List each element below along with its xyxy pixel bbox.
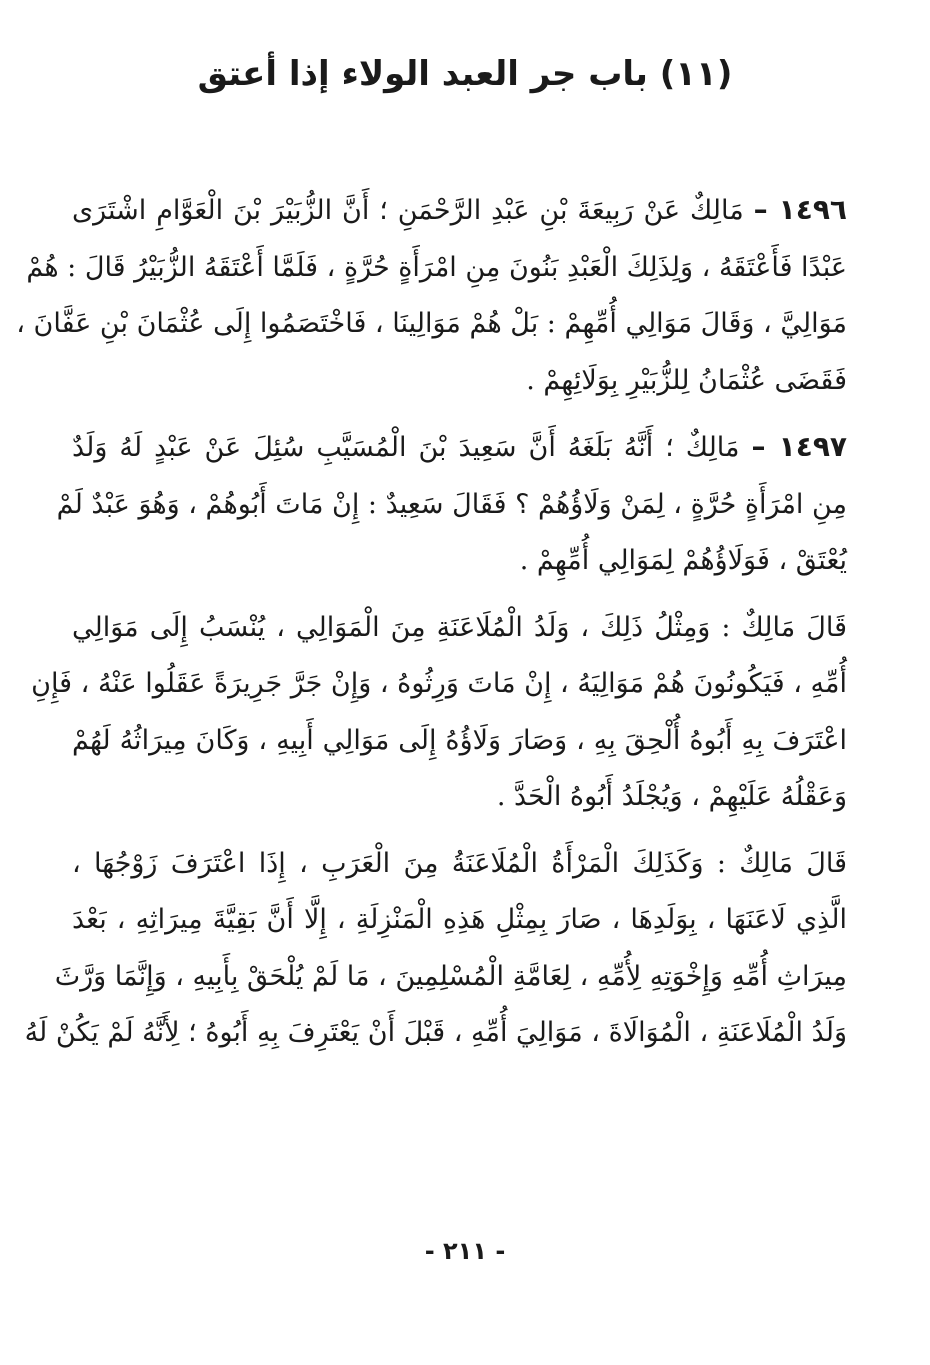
page-number: - ٢١١ - bbox=[424, 1237, 506, 1265]
text-line bbox=[72, 419, 847, 477]
line-text: مَالِكٌ ؛ أَنَّهُ بَلَغَهُ أَنَّ سَعِيدَ بْنَ الْمُسَيَّبِ سُئِلَ عَنْ عَبْدٍ لَهُ وَلَدٌ bbox=[72, 432, 740, 463]
hadith-paragraph bbox=[16, 182, 847, 409]
text-line: وَلَدُ الْمُلَاعَنَةِ ، الْمُوَالَاةَ ، مَوَالِيَ أُمِّهِ ، قَبْلَ أَنْ يَعْتَرِفَ بِهِ أَبُوهُ ؛ لِأَنَّهُ لَمْ يَكُنْ لَهُ bbox=[24, 1017, 847, 1048]
hadith-number: ١٤٩٦ – bbox=[753, 193, 847, 226]
text-line bbox=[72, 182, 847, 240]
line-text: مَالِكٌ عَنْ رَبِيعَةَ بْنِ عَبْدِ الرَّحْمَنِ ؛ أَنَّ الزُّبَيْرَ بْنَ الْعَوَّامِ اشْتَرَى bbox=[72, 195, 744, 226]
text-line: أُمِّهِ ، فَيَكُونُونَ هُمْ مَوَالِيَهُ ، إِنْ مَاتَ وَرِثُوهُ ، وَإِنْ جَرَّ جَرِيرَةً عَقَلُوا عَنْهُ ، فَإِنِ bbox=[31, 668, 847, 699]
hadith-paragraph bbox=[56, 419, 847, 590]
commentary-paragraph bbox=[31, 600, 847, 826]
text-line: اعْتَرَفَ بِهِ أَبُوهُ أُلْحِقَ بِهِ ، وَصَارَ وَلَاؤُهُ إِلَى مَوَالِي أَبِيهِ ، وَكَانَ مِيرَاثُهُ لَهُمْ bbox=[72, 724, 847, 756]
text-line: فَقَضَى عُثْمَانُ لِلزُّبَيْرِ بِوَلَائِهِمْ . bbox=[526, 364, 847, 396]
chapter-title: (١١) باب جر العبد الولاء إذا أعتق bbox=[197, 54, 733, 94]
text-line: قَالَ مَالِكٌ : وَمِثْلُ ذَلِكَ ، وَلَدُ الْمُلَاعَنَةِ مِنَ الْمَوَالِي ، يُنْسَبُ إِلَى مَوَالِي bbox=[72, 611, 847, 643]
text-line: الَّذِي لَاعَنَهَا ، بِوَلَدِهَا ، صَارَ بِمِثْلِ هَذِهِ الْمَنْزِلَةِ ، إِلَّا أَنَّ بَقِيَّةَ مِيرَاثِهِ ، بَعْدَ bbox=[72, 904, 847, 935]
text-line: مَوَالِيَّ ، وَقَالَ مَوَالِي أُمِّهِمْ : بَلْ هُمْ مَوَالِينَا ، فَاخْتَصَمُوا إِلَى عُثْمَانَ بْنِ عَفَّانَ ، bbox=[16, 308, 847, 339]
text-line: قَالَ مَالِكٌ : وَكَذَلِكَ الْمَرْأَةُ الْمُلَاعَنَةُ مِنَ الْعَرَبِ ، إِذَا اعْتَرَفَ زَوْجُهَا ، bbox=[72, 847, 847, 879]
text-line: عَبْدًا فَأَعْتَقَهُ ، وَلِذَلِكَ الْعَبْدِ بَنُونَ مِنِ امْرَأَةٍ حُرَّةٍ ، فَلَمَّا أَعْتَقَهُ الزُّبَيْرُ قَالَ : هُمْ bbox=[26, 251, 847, 283]
body-text bbox=[16, 182, 847, 1072]
hadith-number: ١٤٩٧ – bbox=[751, 430, 847, 463]
text-line: وَعَقْلُهُ عَلَيْهِمْ ، وَيُجْلَدُ أَبُوهُ الْحَدَّ . bbox=[496, 781, 847, 812]
commentary-paragraph bbox=[24, 836, 847, 1062]
text-line: يُعْتَقْ ، فَوَلَاؤُهُمْ لِمَوَالِي أُمِّهِمْ . bbox=[519, 545, 847, 576]
text-line: مِنِ امْرَأَةٍ حُرَّةٍ ، لِمَنْ وَلَاؤُهُمْ ؟ فَقَالَ سَعِيدٌ : إِنْ مَاتَ أَبُوهُمْ ، وَهُوَ عَبْدٌ لَمْ bbox=[56, 488, 847, 520]
text-line: مِيرَاثِ أُمِّهِ وَإِخْوَتِهِ لِأُمِّهِ ، لِعَامَّةِ الْمُسْلِمِينَ ، مَا لَمْ يُلْحَقْ بِأَبِيهِ ، وَإِنَّمَا وَرَّثَ bbox=[54, 960, 847, 992]
